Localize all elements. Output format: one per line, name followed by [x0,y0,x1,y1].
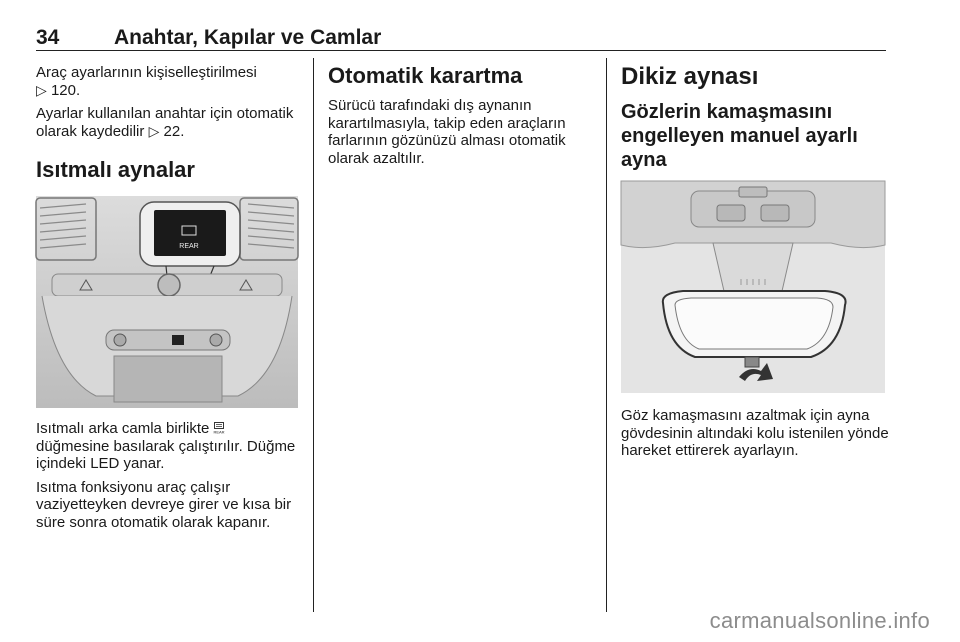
paragraph: Isıtma fonksiyonu araç çalışır vaziyetteyken devreye girer ve kısa bir süre sonra otomatik olarak kapanır. [36,478,292,531]
watermark: carmanualsonline.info [709,608,930,633]
header-rule [36,50,886,51]
heated-mirrors-console-figure [36,196,298,408]
rearview-mirror-figure [621,181,885,393]
triangle-right-icon: ▷ [148,122,160,139]
triangle-right-icon: ▷ [36,81,47,98]
column-right [621,64,889,466]
section-subheading: Gözlerin kamaşmasını engelleyen manuel ayarlı ayna [621,101,858,171]
paragraph-text: Ayarlar kullanılan anahtar için otomatik olarak kaydedilir [36,105,294,140]
page-reference[interactable]: 120. [50,81,81,99]
section-heading: Dikiz aynası [621,63,759,90]
paragraph [36,105,302,140]
paragraph [36,64,302,99]
column-divider [606,58,607,612]
paragraph: Göz kamaşmasını azaltmak için ayna gövdesinin altındaki kolu istenilen yönde hareket ettirerek ayarlayın. [621,407,889,459]
page-header [36,26,886,52]
page-number: 34 [36,26,60,49]
page-reference[interactable]: 22. [163,122,185,140]
paragraph: Sürücü tarafındaki dış aynanın karartılmasıyla, takip eden araçların farlarının gözünüzü alması otomatik olarak azaltılır. [328,97,566,167]
paragraph-text: Isıtmalı arka camla birlikte [36,420,210,437]
rear-window-defrost-icon [214,422,224,434]
paragraph-text: düğmesine basılarak çalıştırılır. Düğme içindeki LED yanar. [36,437,296,472]
section-heading: Otomatik karartma [328,63,523,88]
paragraph [36,420,302,473]
chapter-title: Anahtar, Kapılar ve Camlar [114,26,382,49]
svg-text:REAR: REAR [213,429,225,435]
section-heading: Isıtmalı aynalar [36,157,195,182]
column-divider [313,58,314,612]
figure-button-label: REAR [179,243,199,250]
column-middle [328,64,590,173]
paragraph-text: Araç ayarlarının kişiselleştirilmesi [36,64,257,81]
column-left [36,64,302,537]
